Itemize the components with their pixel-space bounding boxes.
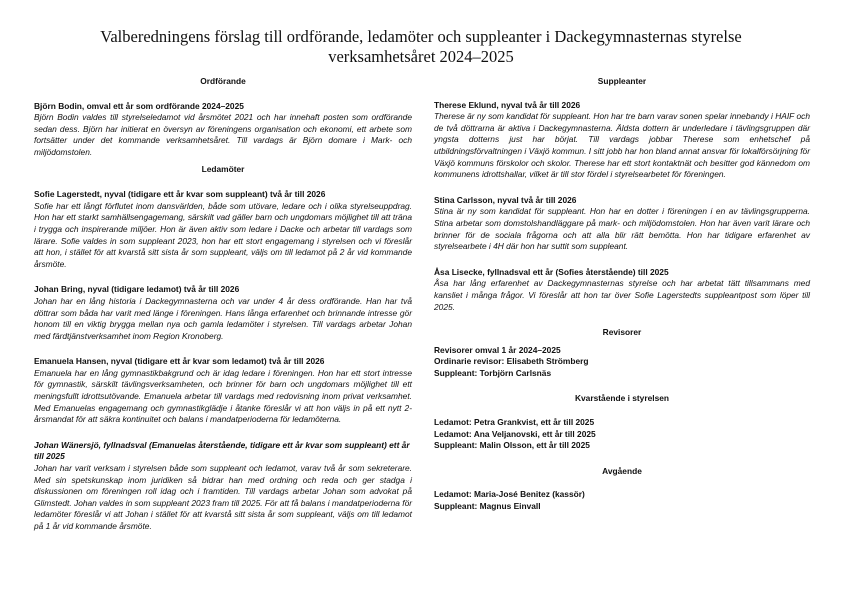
alternate-entry [434, 195, 810, 253]
remaining-line: Suppleant: Malin Olsson, ett år till 2025 [434, 440, 590, 451]
remaining-heading: Kvarstående i styrelsen [574, 393, 670, 404]
entry-text: Åsa har lång erfarenhet av Dackegymnasternas styrelse och har arbetat tätt tillsammans med kansliet i många frågor. Vi föreslår att hon tar över Sofie Lagerstedts suppleantpost som löper till 2025. [434, 278, 810, 312]
entry-text: Emanuela har en lång gymnastikbakgrund och är idag ledare i föreningen. Hon har ett stort intresse för gymnastik, särskilt tävlingsverksamheten, och brinner för barn och ungdomars möjlighet till ett meningsfullt idrottsutövande. Emanuela arbetar till vardags med redovisning inom privat verksamhet. Med Emanuelas engagemang och gymnastikglädje i åtanke föreslår vi att hon väljs in på ett nytt 2-årsmandat för att säkra kontinuitet och balans i mandatperioderna för ledamöterna. [34, 367, 412, 425]
leaving-heading: Avgående [602, 465, 642, 476]
auditors-heading: Revisorer [602, 327, 642, 338]
left-column [34, 76, 412, 545]
auditors-list [434, 345, 810, 380]
leaving-list [434, 489, 810, 512]
title-line-1: Valberedningens förslag till ordförande, ledamöter och suppleanter i Dackegymnasternas styrelse [100, 27, 742, 46]
entry-heading: Johan Bring, nyval (tidigare ledamot) två år till 2026 [34, 284, 240, 295]
entry-heading: Åsa Lisecke, fyllnadsval ett år (Sofies återstående) till 2025 [434, 266, 669, 277]
remaining-line: Ledamot: Ana Veljanovski, ett år till 2025 [434, 428, 596, 439]
member-entry [34, 284, 412, 342]
auditors-line: Suppleant: Torbjörn Carlsnäs [434, 367, 552, 378]
leaving-line: Ledamot: Maria-José Benitez (kassör) [434, 489, 585, 500]
leaving-line: Suppleant: Magnus Einvall [434, 501, 541, 512]
alternates-heading: Suppleanter [597, 76, 647, 86]
entry-heading: Emanuela Hansen, nyval (tidigare ett år kvar som ledamot) två år till 2026 [34, 356, 325, 367]
member-entry [34, 440, 412, 533]
entry-text: Therese är ny som kandidat för suppleant. Hon har tre barn varav sonen spelar innebandy i HAIF och de två döttrarna är aktiva i Dackegymnasterna. Äldsta dottern är underledare i tävlingsgruppen där yngsta dotterns just har börjat. Till vardags jobbar Therese som enhetschef på utbildningsförvaltningen i Växjö kommun. I sitt jobb har hon bland annat ansvar för lokalförsörjning för Växjö kommuns förskolor och skolor. Therese har ett stort kontaktnät och besitter god kännedom om kommunens idrottshallar, vilket är till stor fördel i styrelsearbetet för föreningen. [434, 111, 810, 180]
remaining-list [434, 417, 810, 452]
chair-entry [34, 101, 412, 159]
alternate-entry [434, 267, 810, 313]
entry-text: Stina är ny som kandidat för suppleant. Hon har en dotter i föreningen i en av tävlingsgrupperna. Stina arbetar som domstolshandläggare på mark- och miljödomstolen. Hon har även varit lärare och brinner för de sociala frågorna och att alla blir rätt bemötta. Hon har tidigare erfarenhet av styrelsearbete i 4H där hon har suttit som suppleant. [434, 206, 810, 252]
entry-text: Johan har en lång historia i Dackegymnasterna och var under 4 år dess ordförande. Han har två döttrar som båda har varit med länge i föreningen. Hans långa erfarenhet och brinnande intresse gör honom till en viktig brygga mellan nya och gamla ledamöter i styrelsen. Till vardags arbetar Johan med färdtjänstverksamhet inom Region Kronoberg. [34, 295, 412, 341]
member-entry [34, 189, 412, 270]
auditors-line: Revisorer omval 1 år 2024–2025 [434, 344, 561, 355]
entry-text: Sofie har ett långt förflutet inom dansvärlden, både som utövare, ledare och i olika styrelseuppdrag. Hon har ett starkt samhällsengagemang, särskilt vad gäller barn och ungdomars möjlighet till att träna i trygga och inspirerande miljöer. Hon är även aktiv som ledare i Dacke och arbetar till vardags som lärare. Sofie valdes in som suppleant 2023, hon har ett stort engagemang i styrelsen och vi föreslår att hon, i stället för att kvarstå sitt sista år som suppleant, väljs om till ledamot på 2 år vid kommande årsmöte. [34, 200, 412, 269]
entry-heading: Johan Wänersjö, fyllnadsval (Emanuelas återstående, tidigare ett år kvar som suppleant) ett år till 2025 [34, 439, 410, 462]
members-heading: Ledamöter [201, 163, 245, 174]
title-line-2: verksamhetsåret 2024–2025 [328, 47, 514, 66]
entry-text: Johan har varit verksam i styrelsen både som suppleant och ledamot, varav två år som sekreterare. Med sin spetskunskap inom juridiken så bidrar han med ordning och reda och ger stadga i diskussionen om föreningen roll idag och i framtiden. Till vardags arbetar Johan som advokat på Glimstedt. Johan valdes in som suppleant 2023 fram till 2025. För att få balans i mandatperioderna för ledamöter föreslår vi att Johan i stället för att kvarstå sitt sista år som suppleant, väljs om till ledamot på 1 år vid kommande årsmöte. [34, 463, 413, 531]
auditors-line: Ordinarie revisor: Elisabeth Strömberg [434, 356, 589, 367]
entry-heading: Sofie Lagerstedt, nyval (tidigare ett år kvar som suppleant) två år till 2026 [34, 189, 326, 200]
entry-text: Björn Bodin valdes till styrelseledamot vid årsmötet 2021 och har innehaft posten som ordförande sedan dess. Björn har initierat en översyn av föreningens organisation och ekonomi, ett arbete som fortsätter under det kommande verksamhetsåret. Till vardags är Björn domare i Mark- och miljödomstolen. [34, 112, 412, 157]
member-entry [34, 356, 412, 426]
chair-heading: Ordförande [200, 76, 246, 86]
entry-heading: Stina Carlsson, nyval två år till 2026 [434, 194, 577, 205]
alternate-entry [434, 100, 810, 181]
remaining-line: Ledamot: Petra Grankvist, ett år till 2025 [434, 417, 595, 428]
entry-heading: Björn Bodin, omval ett år som ordförande 2024–2025 [34, 100, 244, 111]
right-column [434, 76, 810, 525]
document-title [60, 27, 782, 67]
entry-heading: Therese Eklund, nyval två år till 2026 [434, 99, 581, 110]
